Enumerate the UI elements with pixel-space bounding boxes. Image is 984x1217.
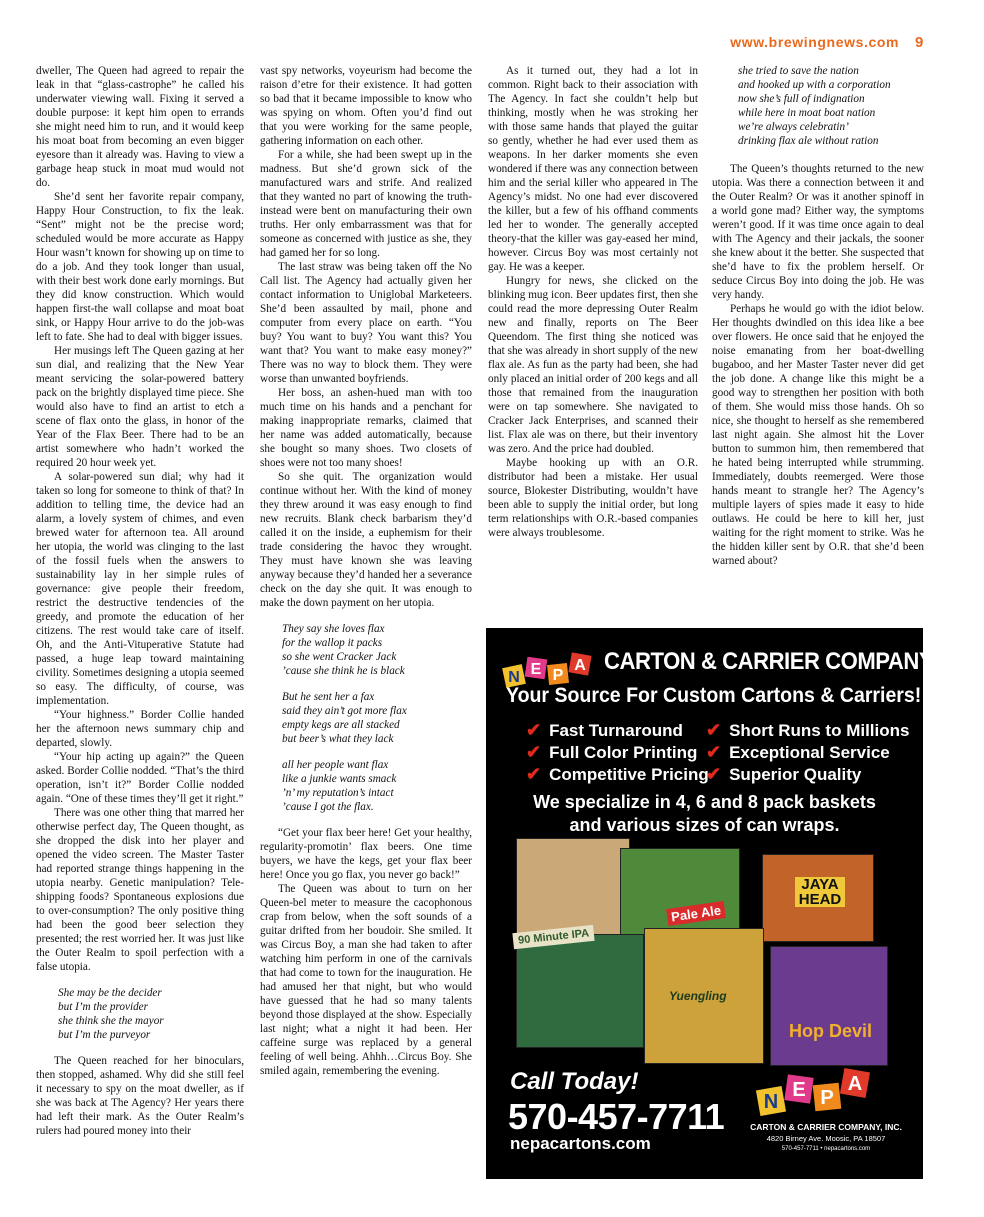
logo-letter: A — [847, 1073, 863, 1095]
checkmark-icon: ✔ — [706, 764, 722, 784]
ad-contact: 570-457-7711 • nepacartons.com — [781, 1146, 871, 1152]
checkmark-icon: ✔ — [706, 720, 722, 740]
checkmark-icon: ✔ — [526, 742, 542, 762]
paragraph: The last straw was being taken off the No Call list. The Agency had actually given her contact information to Uniglobal Marketeers. She’d been assaulted by mail, phone and computer from every place on earth. “You buy? You want to buy? You want this? You want that? You want to make easy money?” There was no way to block them. They were worse than unwanted boyfriends. — [260, 261, 472, 385]
feature-item: ✔ Full Color Printing — [526, 742, 698, 762]
paragraph: Hungry for news, she clicked on the blinking mug icon. Beer updates first, then she could read the more depressing Outer Realm new and finally, reports on The Beer Queendom. The first thing she noticed was that she was already in short supply of the new flax ale. As fun as the party had been, she had only placed an initial order of 200 kegs and all those that remained from the inauguration were on tap somewhere. She navigated to Cracker Jack Enterprises, and scanned their list. Flax ale was on there, but their inventory was zero. And the price had doubled. — [488, 275, 698, 455]
logo-letter: P — [820, 1087, 834, 1109]
page-number: 9 — [915, 34, 924, 51]
poem-stanza — [58, 986, 244, 1042]
ad-tagline: Your Source For Custom Cartons & Carriers! — [506, 684, 922, 707]
poem-stanza — [738, 64, 924, 148]
poem-line: she think she the mayor — [58, 1015, 164, 1027]
article-column-3 — [488, 64, 698, 540]
logo-letter: E — [792, 1079, 806, 1101]
paragraph: Perhaps he would go with the idiot below. Her thoughts dwindled on this idea like a bee over flowers. He once said that he enjoyed the noise emanating from her boat-dwelling bugaboo, and her Master Taster never did get the job done. A change like this might be a good way to strengthen her position with both of them. She would miss those hands. Oh so nice, she thought to herself as she remembered last night again. She almost hit the Lover button to summon him, then remembered that he hated being interrupted while strumming. Immediately, doubts reemerged. Were those hands meant to strangle her? The Agency’s multiple layers of spies made it easy to hide outlaws. He could be here to kill her, just waiting for the right moment to strike. Was he the hidden killer sent by O.R. that she’d been warned about? — [712, 303, 924, 567]
poem-line: empty kegs are all stacked — [282, 719, 400, 731]
logo-letter: N — [763, 1091, 779, 1113]
logo-letter: N — [508, 669, 520, 686]
product-pack: Yuengling — [644, 928, 764, 1064]
feature-item: ✔ Fast Turnaround — [526, 720, 683, 740]
poem-line: she tried to save the nation — [738, 65, 859, 77]
paragraph: The Queen reached for her binoculars, then stopped, ashamed. Why did she still feel it necessary to spy on the moat dweller, as if she was back at The Agency? Her years there had left their mark. As the Outer Realm’s rulers had poured money into their — [36, 1055, 244, 1137]
poem-line: like a junkie wants smack — [282, 773, 397, 785]
poem-stanza — [282, 690, 472, 746]
paragraph: There was one other thing that marred her otherwise perfect day, The Queen thought, as she dropped the disk into her player and opened the video screen. The Master Taster had reported strange things happening in the utopia nearby. Genetic manipulation? Tele-shipping foods? Spontaneous explosions due to over-consumption? The only positive thing had been the good beer selection they presented; the rest worried her. It was just like the Outer Realm to spoil perfection with a false utopia. — [36, 807, 244, 973]
feature-item: ✔ Competitive Pricing — [526, 764, 709, 784]
poem-line: They say she loves flax — [282, 623, 385, 635]
paragraph: Maybe hooking up with an O.R. distributor had been a mistake. Her usual source, Blokester Distributing, wouldn’t have been able to supply the initial order, but long term relationships with O.R.-based companies were always troublesome. — [488, 457, 698, 539]
paragraph: Her musings left The Queen gazing at her sun dial, and realizing that the New Year meant servicing the solar-powered battery pack on the brightly displayed time piece. She would also have to find an artist to etch a scene of flax onto the glass, in honor of the Year of the Flax Beer. There had to be an artist somewhere who hadn’t worked the required 20 hour week yet. — [36, 345, 244, 469]
poem-line: But he sent her a fax — [282, 691, 375, 703]
checkmark-icon: ✔ — [706, 742, 722, 762]
poem-line: so she went Cracker Jack — [282, 651, 397, 663]
paragraph: dweller, The Queen had agreed to repair the leak in that “glass-castrophe” he called his underwater viewing wall. Fixing it served a double purpose: it kept him open to errands she might need him to run, and it would keep his moat boat from becoming an even bigger eyesore than it already was. Having to view a garbage heap stuck in moat mud would not do. — [36, 65, 244, 189]
paragraph: Her boss, an ashen-hued man with too much time on his hands and a penchant for making inappropriate remarks, claimed that her name was added automatically, because she bought so many shoes. Two closets of shoes were not too many shoes! — [260, 387, 472, 469]
poem-line: but I’m the purveyor — [58, 1029, 151, 1041]
paragraph: “Your highness.” Border Collie handed her the afternoon news summary chip and departed, slowly. — [36, 709, 244, 749]
poem-line: we’re always celebratin’ — [738, 121, 849, 133]
paragraph: “Your hip acting up again?” the Queen asked. Border Collie nodded. “That’s the third operation, isn’t it?” Border Collie nodded again. “One of these times they’ll get it right.” — [36, 751, 244, 805]
product-pack — [516, 838, 630, 940]
call-today-text: Call Today! — [510, 1068, 639, 1095]
article-column-1 — [36, 64, 244, 1138]
nepa-logo-icon — [754, 1062, 874, 1122]
ad-website-link[interactable]: nepacartons.com — [510, 1134, 651, 1153]
product-pack: JAYA HEAD — [762, 854, 874, 942]
ad-address: 4820 Birney Ave. Moosic, PA 18507 — [766, 1134, 886, 1143]
paragraph: The Queen’s thoughts returned to the new utopia. Was there a connection between it and the Outer Realm? Or was it another spinoff in a world gone mad? Either way, the symptoms weren’t good. If it was time once again to deal with The Agency and their jackals, the sooner she knew about it the better. She suspected that she’d have to fix the problem herself. Or seduce Circus Boy into doing the job. He was very handy. — [712, 163, 924, 301]
advertisement[interactable] — [486, 628, 984, 1179]
ad-company-title: CARTON & CARRIER COMPANY, INC. — [604, 648, 984, 675]
logo-letter: E — [530, 661, 542, 678]
feature-item: ✔ Superior Quality — [706, 764, 862, 784]
article-column-2 — [260, 64, 472, 1078]
poem-line: while here in moat boat nation — [738, 107, 876, 119]
poem-line: said they ain’t got more flax — [282, 705, 407, 717]
article-column-4 — [712, 64, 924, 568]
checkmark-icon: ✔ — [526, 764, 542, 784]
poem-line: She may be the decider — [58, 987, 162, 999]
site-url[interactable]: www.brewingnews.com — [730, 34, 900, 50]
poem-stanza — [282, 622, 472, 678]
page-header — [730, 34, 924, 51]
product-pack: 90 Minute IPA — [516, 934, 644, 1048]
poem-line: but beer’s what they lack — [282, 733, 394, 745]
checkmark-icon: ✔ — [526, 720, 542, 740]
paragraph: As it turned out, they had a lot in common. Right back to their association with The Agency. In fact she couldn’t help but thinking, mostly when he was stroking her with those same hands that played the guitar so gently, whether he had ever used them as weapons. In her darker moments she even wondered if there was any connection between him and the serial killer who appeared in The Agency’s midst. No one had ever discovered the killer, but a few of his offhand comments led her to wonder. The generally accepted theory-that the killer was gay-eased her mind, however. Circus Boy was most certainly not gay. He was a keeper. — [488, 65, 698, 273]
paragraph: So she quit. The organization would continue without her. With the kind of money they threw around it was easy enough to find new recruits. Blank check barbarism they’d called it on the inside, a euphemism for their trade considering the havoc they wrought. They must have known she was leaving anyway because they’d handed her a severance check on the day she quit. It was enough to make the down payment on her utopia. — [260, 471, 472, 609]
poem-line: now she’s full of indignation — [738, 93, 865, 105]
feature-item: ✔ Short Runs to Millions — [706, 720, 910, 740]
ad-phone-number[interactable]: 570-457-7711 — [508, 1096, 725, 1137]
poem-line: ’n’ my reputation’s intact — [282, 787, 394, 799]
ad-feature-list — [706, 720, 909, 786]
ad-specialize-text: We specialize in 4, 6 and 8 pack baskets and various sizes of can wraps. — [533, 792, 876, 835]
poem-line: drinking flax ale without ration — [738, 135, 879, 147]
paragraph: She’d sent her favorite repair company, Happy Hour Construction, to fix the leak. “Sent” might not be the precise word; scheduled would be more accurate as Happy Hour wasn’t known for showing up on time to do a job. And they took longer than usual, with their best work done early mornings. But they did know construction. Which would happen first-the wall collapse and moat boat sink, or Happy Hour arrive to do the job-was left to fate. She had to deal with bigger issues. — [36, 191, 244, 343]
paragraph: A solar-powered sun dial; why had it taken so long for someone to think of that? In addition to telling time, the device had an alarm, a lovely system of chimes, and even brewed water for afternoon tea. All around her utopia, the world was clinging to the last of the fossil fuels when the answers to sustainability lay in her simple rules of governance: give people their freedom, restrict the destructive tendencies of the greedy, and promote the education of her citizens. The rest would take care of itself. Oh, and the Anti-Vituperative Statute had passed, a huge leap toward maintaining civility. Sometimes designing a utopia seemed so easy. The difficulty, of course, was implementation. — [36, 471, 244, 707]
product-pack: Pale Ale — [620, 848, 740, 938]
logo-letter: A — [574, 657, 586, 674]
logo-letter: P — [552, 667, 564, 684]
product-pack: Hop Devil — [770, 946, 888, 1066]
poem-line: all her people want flax — [282, 759, 389, 771]
paragraph: The Queen was about to turn on her Queen-bel meter to measure the cacophonous crap from below, when the soft sounds of a guitar drifted from her boudoir. She smiled. It was Circus Boy, a man she had taken to after watching him perform in one of the carnivals that had come to town for the inauguration. He had amused her that night, but who would have guessed that he had so many talents beyond those displayed at the show. Especially last night; what a night it had been. Her caffeine surge was replaced by a general feeling of well being. Ahhh…Circus Boy. She smiled again, remembering the evening. — [260, 883, 472, 1077]
ad-feature-list — [526, 720, 709, 786]
poem-line: ’cause I got the flax. — [282, 801, 374, 813]
poem-stanza — [282, 758, 472, 814]
paragraph: vast spy networks, voyeurism had become the raison d’etre for their existence. It had gotten so bad that it became impossible to know who was spying on whom. Often you’d find out that you were working for the same people, gathering information on each other. — [260, 65, 472, 147]
poem-line: and hooked up with a corporation — [738, 79, 891, 91]
feature-item: ✔ Exceptional Service — [706, 742, 890, 762]
paragraph: “Get your flax beer here! Get your healthy, regularity-promotin’ flax beers. One time buyers, we have the kegs, get your flax beer here! Once you go flax, you never go back!” — [260, 827, 472, 881]
paragraph: For a while, she had been swept up in the madness. But she’d grown sick of the manufactured wars and strife. And realized that they wanted no part of knowing the truth-instead were bent on manufacturing their own truths. Her only embarrassment was that for someone as concerned with justice as she, they had gamed her for so long. — [260, 149, 472, 259]
ad-company-name: CARTON & CARRIER COMPANY, INC. — [750, 1122, 902, 1132]
poem-line: but I’m the provider — [58, 1001, 148, 1013]
poem-line: ’cause she think he is black — [282, 665, 405, 677]
poem-line: for the wallop it packs — [282, 637, 383, 649]
